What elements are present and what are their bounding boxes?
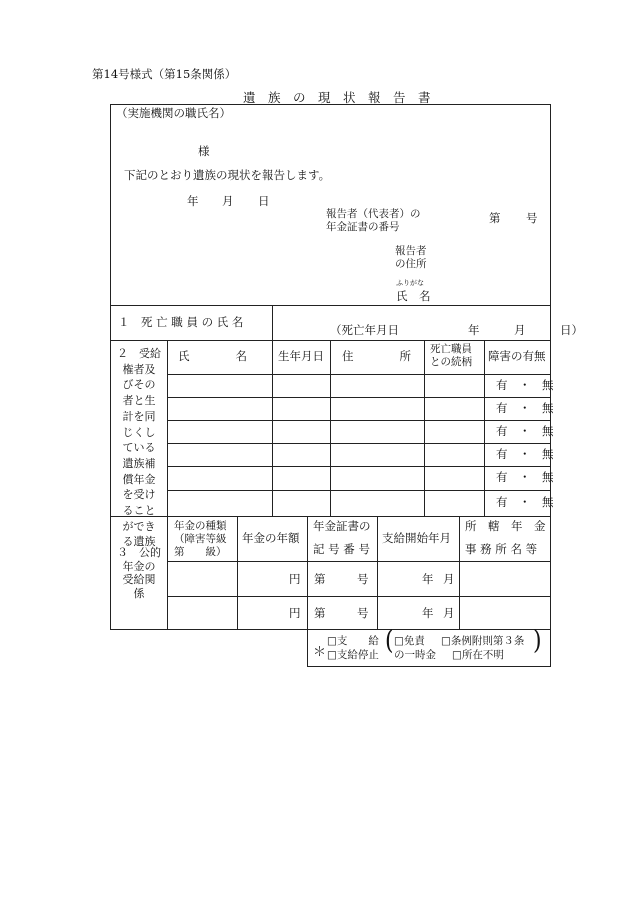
col-office-header-line1: 所 轄 年 金	[465, 519, 546, 533]
address-label-line2: の住所	[395, 258, 427, 270]
yen-label: 円	[289, 606, 301, 620]
col-office-header-line2: 事 務 所 名 等	[465, 542, 538, 556]
col-amount-header: 年金の年額	[242, 531, 300, 545]
col-cert-header-line2: 記 号 番 号	[313, 542, 370, 556]
cert-go: 号	[357, 606, 369, 620]
address-label-line1: 報告者	[395, 245, 427, 257]
date-month-label: 月	[222, 194, 234, 208]
col-address-header: 住 所	[342, 349, 411, 363]
col-cert-header-line1: 年金証書の	[313, 519, 371, 533]
col-name-header: 氏 名	[178, 349, 247, 363]
disability-option[interactable]: 有 ・ 無	[496, 401, 554, 415]
col-disability-header: 障害の有無	[488, 349, 546, 363]
recipient-label: （実施機関の職氏名）	[116, 106, 231, 120]
col-type-header-line3: 第 級）	[174, 546, 227, 558]
form-number: 第14号様式（第15条関係）	[92, 67, 237, 81]
disability-option[interactable]: 有 ・ 無	[496, 424, 554, 438]
name-label: 氏 名	[396, 289, 431, 303]
pension-cert-label-line2: 年金証書の番号	[326, 221, 400, 233]
disability-option[interactable]: 有 ・ 無	[496, 495, 554, 509]
start-year: 年	[422, 572, 434, 586]
col-start-header: 支給開始年月	[382, 531, 451, 545]
deceased-name-label: １ 死 亡 職 員 の 氏 名	[118, 315, 244, 329]
asterisk-mark: ＊	[313, 645, 327, 660]
status-teishi-checkbox[interactable]: □支給停止	[327, 649, 379, 661]
start-month: 月	[443, 572, 455, 586]
cert-dai: 第	[314, 606, 326, 620]
col-type-header-line2: （障害等級	[174, 533, 227, 545]
cert-go: 号	[357, 572, 369, 586]
section2-label: ２ 受給 権者及 びその 者と生 計を同 じくし ている 遺族補 償年金 を受け ること ができ る遺族	[117, 347, 161, 549]
cert-dai: 第	[314, 572, 326, 586]
status-fumei-checkbox[interactable]: □所在不明	[452, 649, 504, 661]
col-relation-header-line2: との続柄	[430, 356, 472, 368]
start-year: 年	[422, 606, 434, 620]
col-type-header-line1: 年金の種類	[174, 520, 227, 532]
right-paren: )	[533, 626, 542, 657]
yen-label: 円	[289, 572, 301, 586]
disability-option[interactable]: 有 ・ 無	[496, 447, 554, 461]
status-menseki-checkbox[interactable]: □免責	[394, 635, 425, 647]
pension-cert-label-line1: 報告者（代表者）の	[326, 208, 421, 220]
section3-label: ３ 公的 年金の 受給関 係	[117, 546, 161, 600]
status-shikyu-checkbox[interactable]: □支 給	[327, 635, 379, 647]
cert-go-label: 号	[526, 211, 538, 225]
cert-dai-label: 第	[489, 211, 501, 225]
status-jorei-checkbox[interactable]: □条例附則第３条	[441, 635, 525, 647]
date-day-label: 日	[258, 194, 270, 208]
document-title: 遺 族 の 現 状 報 告 書	[243, 90, 431, 105]
status-ichijikin-label: の一時金	[394, 649, 436, 661]
disability-option[interactable]: 有 ・ 無	[496, 378, 554, 392]
start-month: 月	[443, 606, 455, 620]
report-statement: 下記のとおり遺族の現状を報告します。	[124, 168, 331, 182]
col-birth-header: 生年月日	[278, 349, 324, 363]
recipient-sama: 様	[198, 144, 210, 158]
left-paren: (	[385, 626, 394, 657]
disability-option[interactable]: 有 ・ 無	[496, 470, 554, 484]
death-date-label: （死亡年月日 年 月 日）	[330, 323, 583, 337]
furigana-label: ふりがな	[396, 279, 424, 287]
col-relation-header-line1: 死亡職員	[430, 343, 472, 355]
date-year-label: 年	[187, 194, 199, 208]
